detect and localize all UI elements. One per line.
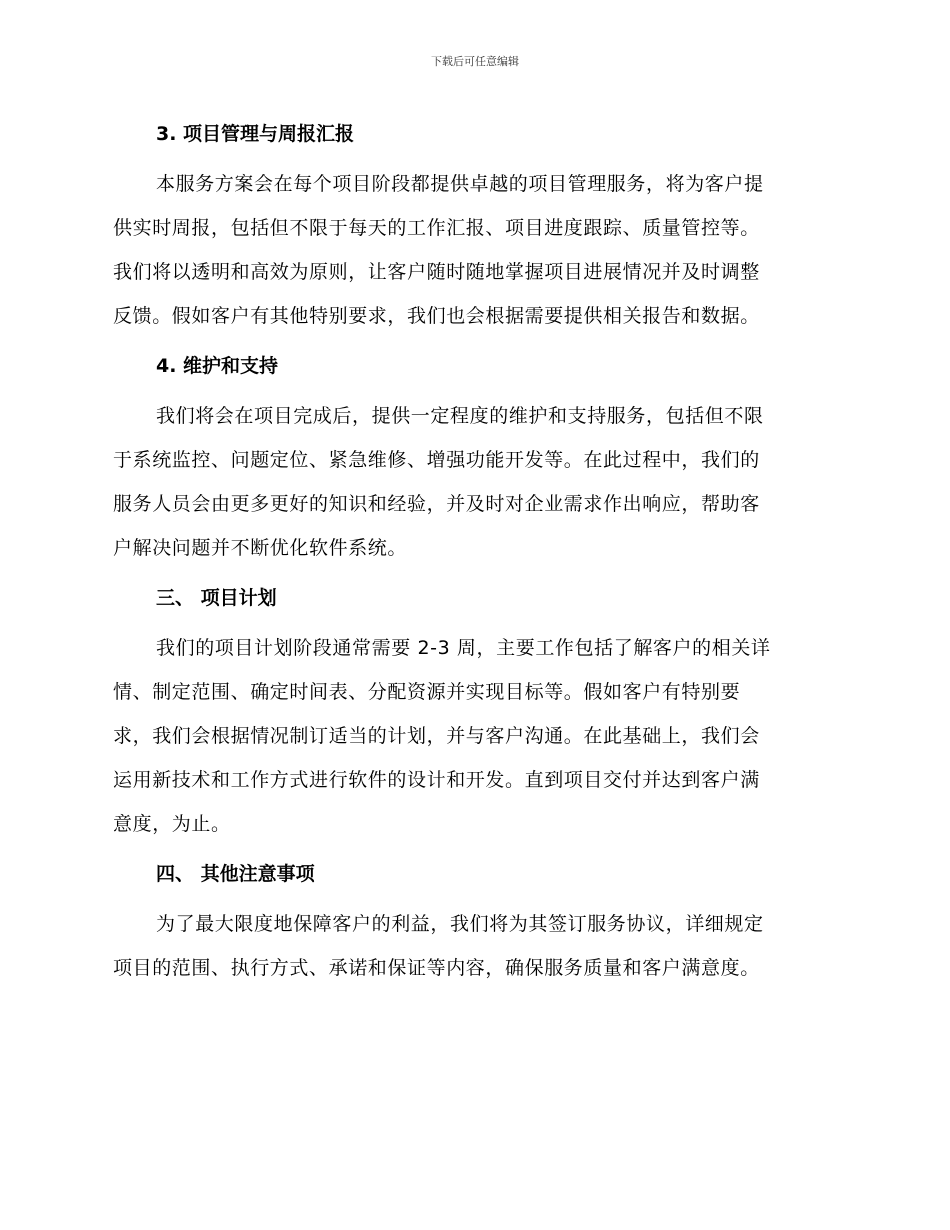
paragraph-line: 于系统监控、问题定位、紧急维修、增强功能开发等。在此过程中，我们的 xyxy=(113,449,760,471)
section-heading-project-management: 3. 项目管理与周报汇报 xyxy=(156,123,355,145)
paragraph-line: 项目的范围、执行方式、承诺和保证等内容，确保服务质量和客户满意度。 xyxy=(113,957,760,979)
paragraph-line: 服务人员会由更多更好的知识和经验，并及时对企业需求作出响应，帮助客 xyxy=(113,493,760,515)
paragraph-line: 本服务方案会在每个项目阶段都提供卓越的项目管理服务，将为客户提 xyxy=(156,173,764,195)
paragraph-line: 我们将会在项目完成后，提供一定程度的维护和支持服务，包括但不限 xyxy=(156,405,764,427)
section-heading-project-plan: 三、 项目计划 xyxy=(156,587,277,609)
section-heading-other-notes: 四、 其他注意事项 xyxy=(156,863,315,885)
paragraph-line: 情、制定范围、确定时间表、分配资源并实现目标等。假如客户有特别要 xyxy=(113,681,741,703)
paragraph-line: 意度，为止。 xyxy=(113,813,231,835)
page-header-note: 下载后可任意编辑 xyxy=(431,55,519,68)
section-paragraph-maintenance xyxy=(113,394,833,570)
section-paragraph-other-notes xyxy=(113,902,833,990)
paragraph-line: 我们的项目计划阶段通常需要 2-3 周，主要工作包括了解客户的相关详 xyxy=(156,637,771,659)
paragraph-line: 求，我们会根据情况制订适当的计划，并与客户沟通。在此基础上，我们会 xyxy=(113,725,760,747)
document-body xyxy=(113,112,833,990)
section-heading-maintenance: 4. 维护和支持 xyxy=(156,355,279,377)
paragraph-line: 户解决问题并不断优化软件系统。 xyxy=(113,537,408,559)
paragraph-line: 反馈。假如客户有其他特别要求，我们也会根据需要提供相关报告和数据。 xyxy=(113,305,760,327)
section-paragraph-project-management xyxy=(113,162,833,338)
paragraph-line: 为了最大限度地保障客户的利益，我们将为其签订服务协议，详细规定 xyxy=(156,913,764,935)
paragraph-line: 我们将以透明和高效为原则，让客户随时随地掌握项目进展情况并及时调整 xyxy=(113,261,760,283)
paragraph-line: 供实时周报，包括但不限于每天的工作汇报、项目进度跟踪、质量管控等。 xyxy=(113,217,760,239)
paragraph-line: 运用新技术和工作方式进行软件的设计和开发。直到项目交付并达到客户满 xyxy=(113,769,760,791)
section-paragraph-project-plan xyxy=(113,626,833,846)
